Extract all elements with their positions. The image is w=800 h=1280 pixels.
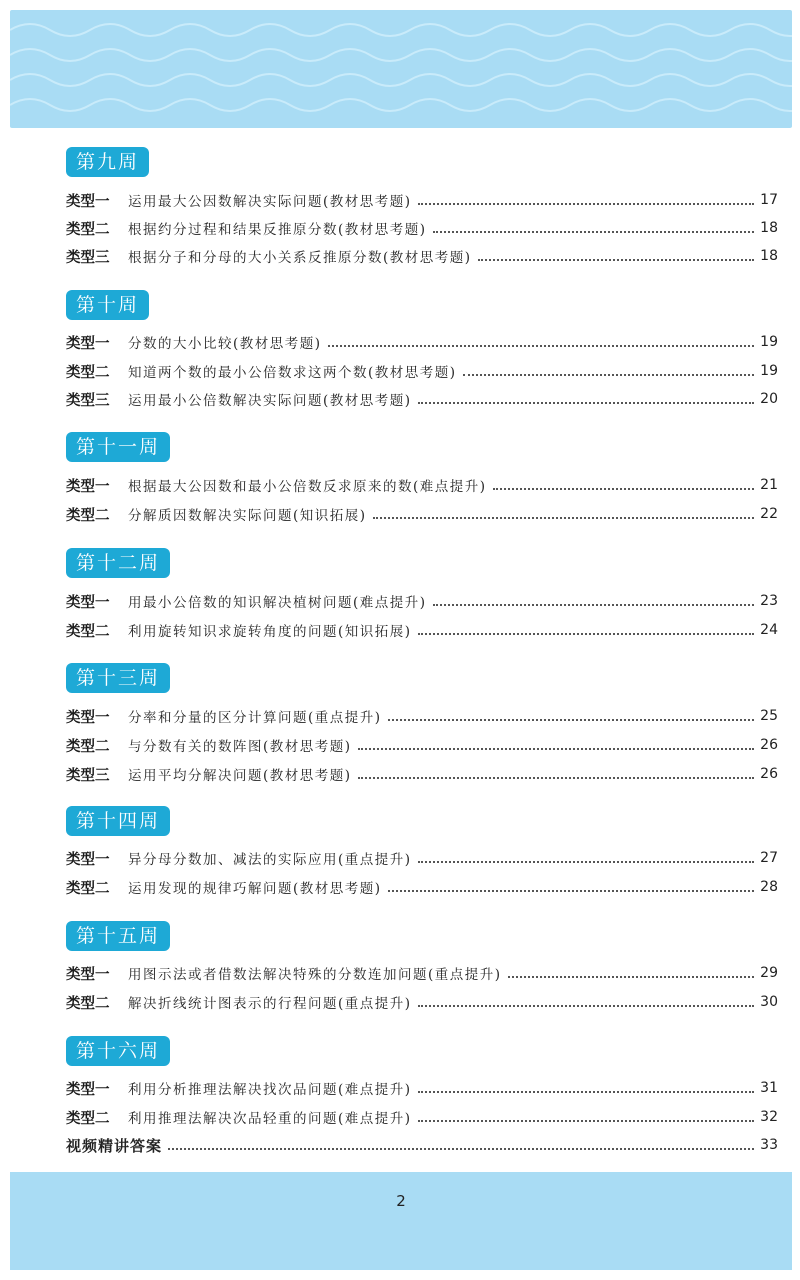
entry-title: 利用旋转知识求旋转角度的问题(知识拓展) (128, 624, 412, 640)
leader-dots (433, 602, 755, 606)
leader-dots (418, 201, 755, 205)
week-15-heading: 第十五周 (66, 921, 170, 951)
entry-type: 类型一 (66, 335, 110, 352)
toc-entry[interactable] (66, 187, 778, 213)
toc-entry[interactable] (66, 501, 778, 527)
leader-dots (463, 372, 755, 376)
entry-title: 用图示法或者借数法解决特殊的分数连加问题(重点提升) (128, 967, 502, 983)
entry-page: 27 (760, 850, 778, 866)
entry-title: 根据约分过程和结果反推原分数(教材思考题) (128, 222, 427, 238)
entry-page: 21 (760, 477, 778, 493)
entry-type: 类型二 (66, 507, 110, 524)
leader-dots (508, 974, 755, 978)
toc-entry[interactable] (66, 874, 778, 900)
leader-dots (358, 746, 755, 750)
entry-page: 30 (760, 994, 778, 1010)
leader-dots (168, 1146, 754, 1150)
entry-page: 26 (760, 766, 778, 782)
entry-title: 异分母分数加、减法的实际应用(重点提升) (128, 852, 412, 868)
leader-dots (358, 775, 755, 779)
entry-title: 根据分子和分母的大小关系反推原分数(教材思考题) (128, 250, 472, 266)
toc-entry[interactable] (66, 358, 778, 384)
leader-dots (418, 859, 755, 863)
entry-title: 与分数有关的数阵图(教材思考题) (128, 739, 352, 755)
leader-dots (418, 1089, 755, 1093)
entry-page: 25 (760, 708, 778, 724)
toc-entry[interactable] (66, 472, 778, 498)
toc-entry[interactable] (66, 1104, 778, 1130)
toc-entry[interactable] (66, 386, 778, 412)
entry-type: 类型二 (66, 995, 110, 1012)
toc-entry[interactable] (66, 617, 778, 643)
bottom-decorative-band (10, 1172, 792, 1270)
entry-page: 18 (760, 220, 778, 236)
entry-title: 运用最大公因数解决实际问题(教材思考题) (128, 194, 412, 210)
toc-entry[interactable] (66, 329, 778, 355)
leader-dots (328, 343, 755, 347)
leader-dots (388, 888, 755, 892)
entry-type: 类型二 (66, 738, 110, 755)
entry-title: 运用平均分解决问题(教材思考题) (128, 768, 352, 784)
entry-type: 类型三 (66, 392, 110, 409)
entry-type: 类型二 (66, 623, 110, 640)
entry-title: 分数的大小比较(教材思考题) (128, 336, 322, 352)
answers-title: 视频精讲答案 (66, 1136, 163, 1155)
toc-entry[interactable] (66, 588, 778, 614)
entry-type: 类型一 (66, 594, 110, 611)
toc-entry[interactable] (66, 703, 778, 729)
entry-type: 类型一 (66, 193, 110, 210)
leader-dots (418, 1118, 755, 1122)
entry-title: 根据最大公因数和最小公倍数反求原来的数(难点提升) (128, 479, 487, 495)
toc-entry[interactable] (66, 960, 778, 986)
leader-dots (388, 717, 755, 721)
entry-page: 31 (760, 1080, 778, 1096)
entry-title: 分率和分量的区分计算问题(重点提升) (128, 710, 382, 726)
entry-page: 23 (760, 593, 778, 609)
entry-type: 类型一 (66, 851, 110, 868)
week-13-heading: 第十三周 (66, 663, 170, 693)
wave-pattern-icon (10, 10, 792, 128)
entry-page: 32 (760, 1109, 778, 1125)
entry-type: 类型二 (66, 364, 110, 381)
toc-entry[interactable] (66, 845, 778, 871)
week-11-heading: 第十一周 (66, 432, 170, 462)
entry-page: 17 (760, 192, 778, 208)
entry-title: 知道两个数的最小公倍数求这两个数(教材思考题) (128, 365, 457, 381)
leader-dots (478, 257, 755, 261)
entry-type: 类型二 (66, 221, 110, 238)
toc-entry[interactable] (66, 243, 778, 269)
toc-entry[interactable] (66, 1075, 778, 1101)
leader-dots (418, 400, 755, 404)
entry-page: 18 (760, 248, 778, 264)
week-10-heading: 第十周 (66, 290, 149, 320)
answers-entry[interactable] (66, 1132, 778, 1158)
week-14-heading: 第十四周 (66, 806, 170, 836)
leader-dots (493, 486, 755, 490)
entry-page: 33 (760, 1137, 778, 1153)
toc-entry[interactable] (66, 215, 778, 241)
entry-title: 利用推理法解决次品轻重的问题(难点提升) (128, 1111, 412, 1127)
page-number: 2 (396, 1192, 406, 1210)
entry-page: 29 (760, 965, 778, 981)
entry-title: 利用分析推理法解决找次品问题(难点提升) (128, 1082, 412, 1098)
entry-title: 用最小公倍数的知识解决植树问题(难点提升) (128, 595, 427, 611)
top-decorative-band (10, 10, 792, 128)
leader-dots (373, 515, 755, 519)
entry-title: 运用最小公倍数解决实际问题(教材思考题) (128, 393, 412, 409)
entry-type: 类型三 (66, 767, 110, 784)
week-12-heading: 第十二周 (66, 548, 170, 578)
entry-type: 类型一 (66, 709, 110, 726)
entry-page: 26 (760, 737, 778, 753)
week-16-heading: 第十六周 (66, 1036, 170, 1066)
entry-page: 19 (760, 334, 778, 350)
leader-dots (418, 631, 755, 635)
entry-type: 类型一 (66, 1081, 110, 1098)
toc-entry[interactable] (66, 732, 778, 758)
entry-type: 类型二 (66, 880, 110, 897)
entry-type: 类型一 (66, 478, 110, 495)
entry-page: 22 (760, 506, 778, 522)
toc-entry[interactable] (66, 761, 778, 787)
entry-page: 28 (760, 879, 778, 895)
entry-type: 类型一 (66, 966, 110, 983)
entry-title: 解决折线统计图表示的行程问题(重点提升) (128, 996, 412, 1012)
entry-page: 19 (760, 363, 778, 379)
entry-title: 分解质因数解决实际问题(知识拓展) (128, 508, 367, 524)
toc-entry[interactable] (66, 989, 778, 1015)
week-9-heading: 第九周 (66, 147, 149, 177)
leader-dots (418, 1003, 755, 1007)
entry-page: 20 (760, 391, 778, 407)
entry-title: 运用发现的规律巧解问题(教材思考题) (128, 881, 382, 897)
entry-type: 类型三 (66, 249, 110, 266)
entry-type: 类型二 (66, 1110, 110, 1127)
entry-page: 24 (760, 622, 778, 638)
leader-dots (433, 229, 755, 233)
